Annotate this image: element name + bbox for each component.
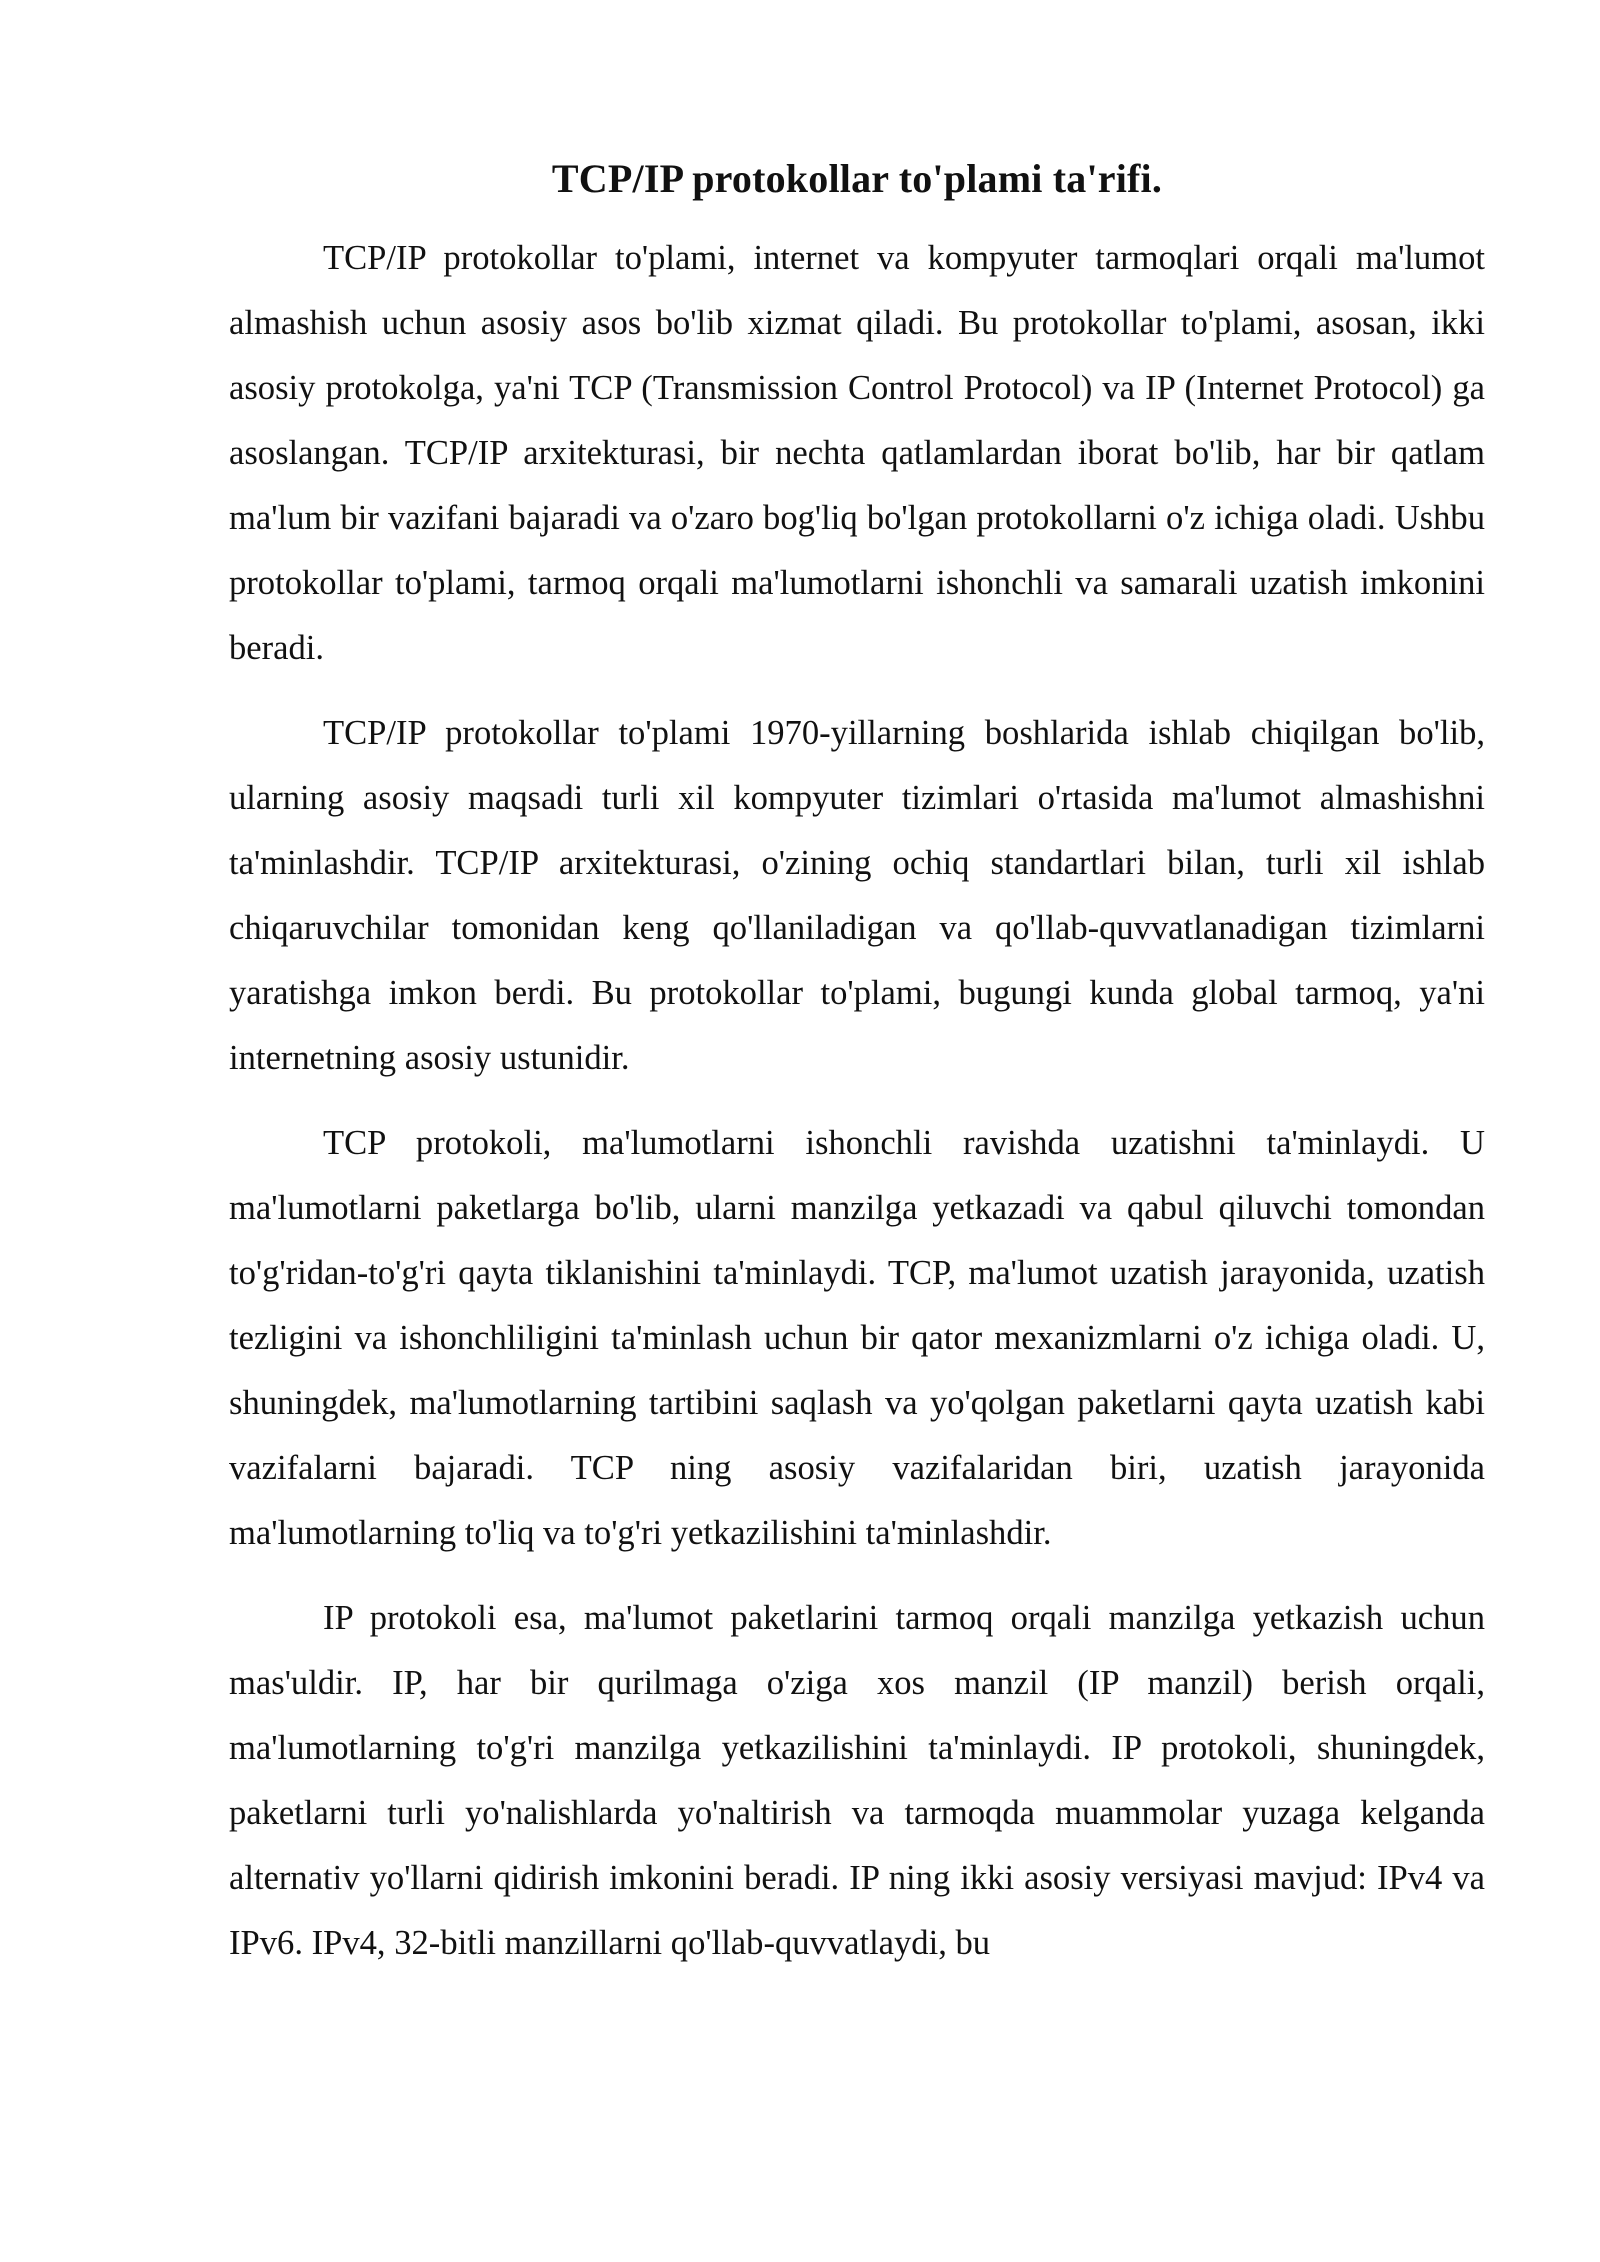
document-title: TCP/IP protokollar to'plami ta'rifi. bbox=[551, 156, 1163, 201]
document-body bbox=[229, 152, 1485, 1976]
paragraph-2: TCP/IP protokollar to'plami 1970-yillarning boshlarida ishlab chiqilgan bo'lib, ularning asosiy maqsadi turli xil kompyuter tizimlari o'rtasida ma'lumot almashishni ta'minlashdir. TCP/IP arxitekturasi, o'zining ochiq standartlari bilan, turli xil ishlab chiqaruvchilar tomonidan keng qo'llaniladigan va qo'llab-quvvatlanadigan tizimlarni yaratishga imkon berdi. Bu protokollar to'plami, bugungi kunda global tarmoq, ya'ni internetning asosiy ustunidir. bbox=[229, 714, 1485, 1077]
paragraph-3: TCP protokoli, ma'lumotlarni ishonchli ravishda uzatishni ta'minlaydi. U ma'lumotlarni paketlarga bo'lib, ularni manzilga yetkazadi va qabul qiluvchi tomondan to'g'ridan-to'g'ri qayta tiklanishini ta'minlaydi. TCP, ma'lumot uzatish jarayonida, uzatish tezligini va ishonchliligini ta'minlash uchun bir qator mexanizmlarni o'z ichiga oladi. U, shuningdek, ma'lumotlarning tartibini saqlash va yo'qolgan paketlarni qayta uzatish kabi vazifalarni bajaradi. TCP ning asosiy vazifalaridan biri, uzatish jarayonida ma'lumotlarning to'liq va to'g'ri yetkazilishini ta'minlashdir. bbox=[229, 1124, 1485, 1552]
paragraph-1: TCP/IP protokollar to'plami, internet va kompyuter tarmoqlari orqali ma'lumot almashish uchun asosiy asos bo'lib xizmat qiladi. Bu protokollar to'plami, asosan, ikki asosiy protokolga, ya'ni TCP (Transmission Control Protocol) va IP (Internet Protocol) ga asoslangan. TCP/IP arxitekturasi, bir nechta qatlamlardan iborat bo'lib, har bir qatlam ma'lum bir vazifani bajaradi va o'zaro bog'liq bo'lgan protokollarni o'z ichiga oladi. Ushbu protokollar to'plami, tarmoq orqali ma'lumotlarni ishonchli va samarali uzatish imkonini beradi. bbox=[229, 239, 1485, 667]
paragraph-4: IP protokoli esa, ma'lumot paketlarini tarmoq orqali manzilga yetkazish uchun mas'uldir. IP, har bir qurilmaga o'ziga xos manzil (IP manzil) berish orqali, ma'lumotlarning to'g'ri manzilga yetkazilishini ta'minlaydi. IP protokoli, shuningdek, paketlarni turli yo'nalishlarda yo'naltirish va tarmoqda muammolar yuzaga kelganda alternativ yo'llarni qidirish imkonini beradi. IP ning ikki asosiy versiyasi mavjud: IPv4 va IPv6. IPv4, 32-bitli manzillarni qo'llab-quvvatlaydi, bu bbox=[229, 1599, 1485, 1962]
